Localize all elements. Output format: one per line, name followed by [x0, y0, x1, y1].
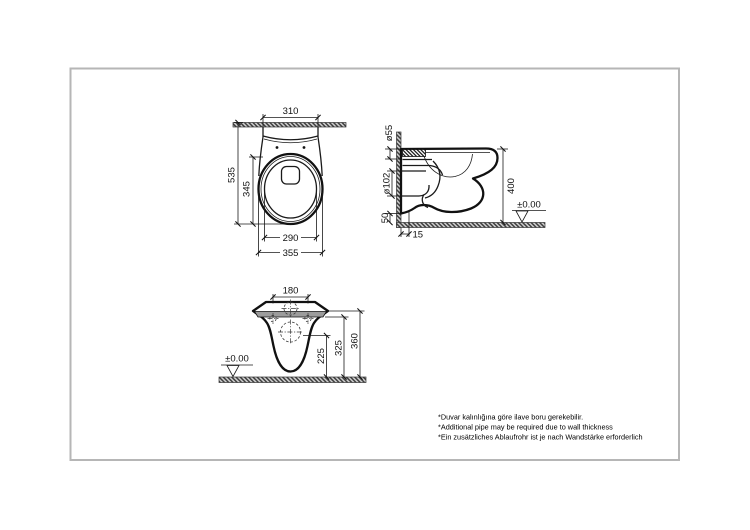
side-view-pan-outline	[401, 149, 498, 214]
dim-outlet-dia-label: ø102	[381, 172, 393, 195]
dim-355-label: 355	[282, 247, 299, 259]
front-view-datum	[221, 354, 253, 377]
side-view	[380, 125, 546, 241]
front-datum-label: ±0.00	[225, 353, 249, 365]
side-view-inlet-spud	[403, 150, 426, 157]
front-view-floor-section	[219, 377, 366, 383]
dim-345-label: 345	[241, 181, 253, 197]
dim-400-label: 400	[506, 178, 517, 194]
top-view-wall-section	[233, 123, 346, 128]
front-view	[219, 286, 366, 383]
seat-hinge-hole	[303, 146, 306, 149]
dim-535-label: 535	[226, 167, 238, 183]
datum-triangle-icon	[227, 366, 239, 377]
dim-310-label: 310	[282, 106, 299, 117]
dim-50-label: 50	[380, 212, 391, 224]
note-german: *Ein zusätzliches Ablaufrohr ist je nach Wandstärke erforderlich	[438, 432, 643, 442]
side-view-datum	[512, 200, 546, 223]
side-datum-label: ±0.00	[517, 199, 541, 211]
dim-15-label: 15	[412, 229, 424, 241]
page-border	[71, 69, 680, 461]
top-view	[227, 106, 347, 259]
side-view-floor-section	[397, 223, 546, 228]
dim-325	[325, 317, 349, 377]
dim-400	[497, 149, 517, 223]
seat-hinge-hole	[276, 146, 279, 149]
datum-triangle-icon	[516, 211, 528, 222]
top-view-bowl	[259, 137, 323, 224]
note-turkish: *Duvar kalınlığına göre ilave boru gerekebilir.	[438, 412, 584, 422]
dim-290-label: 290	[282, 232, 299, 244]
dim-inlet-dia-label: ø55	[384, 124, 395, 142]
note-english: *Additional pipe may be required due to wall thickness	[438, 422, 613, 432]
notes-block	[438, 413, 643, 442]
dim-225-label: 225	[316, 348, 327, 364]
dim-180-label: 180	[282, 285, 299, 297]
dim-325-label: 325	[333, 340, 345, 356]
top-view-tank	[263, 127, 318, 149]
dim-360-label: 360	[349, 333, 361, 349]
